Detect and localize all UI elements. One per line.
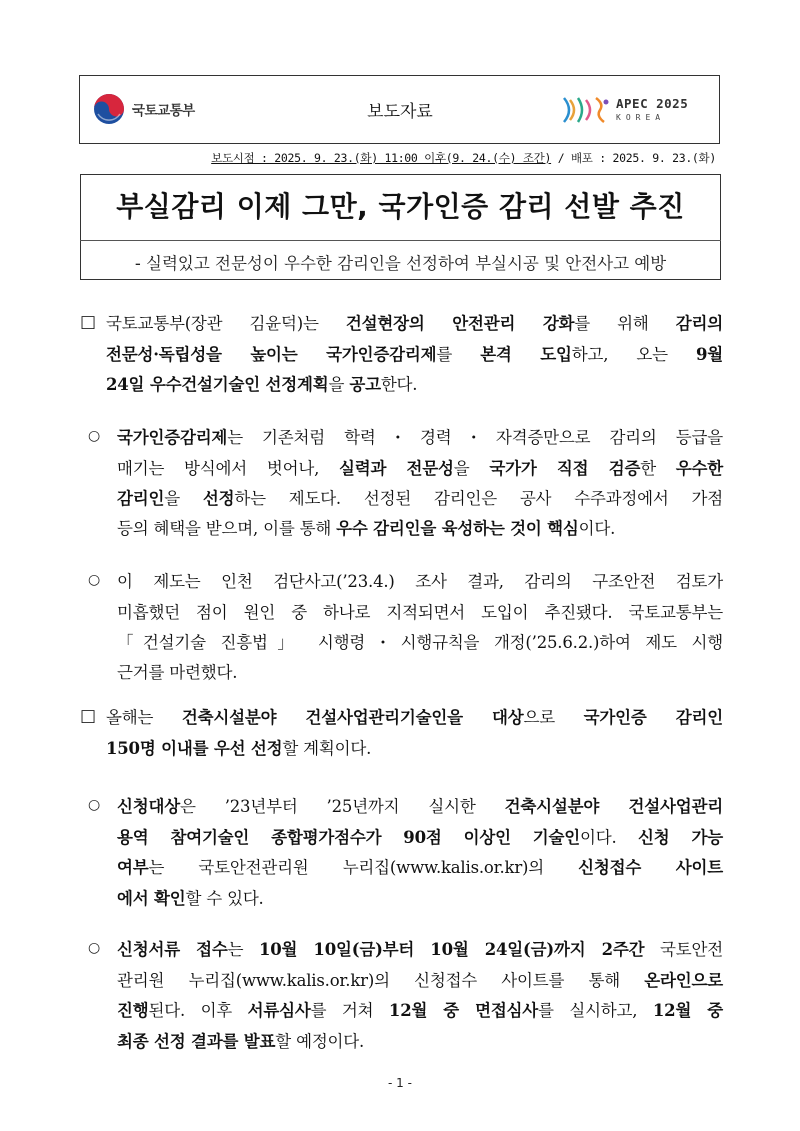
page-number: - 1 - [388, 1076, 412, 1090]
bullet-paragraph-line [117, 885, 264, 909]
doc-type-label: 보도자료 [367, 102, 433, 122]
body-text: 등의 혜택을 받으며, 이를 통해 [117, 519, 337, 538]
emphasis-text: 건설현장의 안전관리 강화 [345, 314, 575, 333]
section-marker: □ [80, 706, 97, 726]
bullet-paragraph-line [117, 793, 723, 817]
body-text: 한다. [380, 375, 418, 394]
section-paragraph-line [106, 371, 417, 395]
emphasis-text: 9월 [695, 345, 723, 364]
emphasis-text: 서류심사 [247, 1001, 311, 1020]
emphasis-text: 건축시설분야 건설사업관리 [504, 797, 723, 816]
body-text: 하는 제도다. 선정된 감리인은 공사 수주과정에서 가점 [234, 489, 723, 508]
bullet-paragraph-line [117, 997, 723, 1021]
section-paragraph-line [106, 310, 723, 334]
subheadline: - 실력있고 전문성이 우수한 감리인을 선정하여 부실시공 및 안전사고 예방 [134, 254, 667, 273]
body-text: 을 [164, 489, 203, 508]
body-text: 관리원 누리집(www.kalis.or.kr)의 신청접수 사이트를 통해 [117, 971, 645, 990]
bullet-paragraph-line [117, 424, 723, 448]
body-text: 이다. [578, 519, 616, 538]
emphasis-text: 국가인증 감리인 [583, 708, 723, 727]
body-text: 이 제도는 인천 검단사고(’23.4.) 조사 결과, 감리의 구조안전 검토가 [117, 572, 723, 591]
title-divider [80, 240, 721, 241]
bullet-paragraph-line [117, 629, 723, 653]
emphasis-text: 신청서류 접수 [117, 940, 228, 959]
body-text: 「건설기술 진흥법」 시행령・시행규칙을 개정(’25.6.2.)하여 제도 시행 [117, 633, 723, 652]
bullet-marker: ○ [88, 940, 101, 956]
emphasis-text: 신청 가능 [638, 828, 723, 847]
emphasis-text: 전문성·독립성을 높이는 국가인증감리제 [106, 345, 437, 364]
emphasis-text: 온라인으로 [644, 971, 723, 990]
body-text: 하고, 오는 [571, 345, 696, 364]
body-text: 올해는 [106, 708, 182, 727]
body-text: 으로 [523, 708, 584, 727]
apec-wordmark [616, 98, 688, 122]
emphasis-text: 용역 참여기술인 종합평가점수가 90점 이상인 기술인 [117, 828, 581, 847]
bullet-marker: ○ [88, 428, 101, 444]
embargo-time: 보도시점 : 2025. 9. 23.(화) 11:00 이후(9. 24.(수) 조간) [211, 151, 552, 165]
bullet-paragraph-line [117, 599, 723, 623]
body-text: 국토교통부(장관 김윤덕)는 [106, 314, 346, 333]
body-text: 할 예정이다. [275, 1032, 365, 1051]
emphasis-text: 선정 [202, 489, 235, 508]
body-text: 근거를 마련했다. [117, 663, 238, 682]
section-paragraph-line [106, 735, 371, 759]
body-text: 할 계획이다. [282, 739, 372, 758]
emphasis-text: 감리인 [117, 489, 165, 508]
emphasis-text: 공고 [349, 375, 381, 394]
body-text: 는 국토안전관리원 누리집(www.kalis.or.kr)의 [148, 858, 579, 877]
apec-title: APEC 2025 [616, 96, 689, 112]
apec-emblem-icon [560, 92, 612, 128]
bullet-marker: ○ [88, 572, 101, 588]
emphasis-text: 건축시설분야 건설사업관리기술인을 대상 [181, 708, 524, 727]
section-paragraph-line [106, 341, 723, 365]
ministry-name: 국토교통부 [132, 103, 195, 119]
emphasis-text: 국가인증감리제 [117, 428, 228, 447]
body-text: 매기는 방식에서 벗어나, [117, 459, 339, 478]
bullet-paragraph-line [117, 515, 615, 539]
emphasis-text: 실력과 전문성 [338, 459, 454, 478]
bullet-paragraph-line [117, 568, 723, 592]
section-marker: □ [80, 312, 97, 332]
bullet-paragraph-line [117, 824, 723, 848]
body-text: 는 [227, 940, 259, 959]
emphasis-text: 우수한 [675, 459, 724, 478]
release-info [211, 150, 716, 166]
body-text: 미흡했던 점이 원인 중 하나로 지적되면서 도입이 추진됐다. 국토교통부는 [117, 603, 723, 622]
body-text: 는 기존처럼 학력・경력・자격증만으로 감리의 등급을 [227, 428, 723, 447]
distribution-date: / 배포 : 2025. 9. 23.(화) [551, 151, 716, 165]
body-text: 할 수 있다. [185, 889, 264, 908]
emphasis-text: 신청접수 사이트 [578, 858, 723, 877]
bullet-paragraph-line [117, 1028, 364, 1052]
bullet-paragraph-line [117, 967, 723, 991]
body-text: 를 거쳐 [310, 1001, 389, 1020]
emphasis-text: 24일 우수건설기술인 선정계획 [106, 375, 329, 394]
emphasis-text: 본격 도입 [480, 345, 572, 364]
emphasis-text: 10월 10일(금)부터 10월 24일(금)까지 2주간 [258, 940, 645, 959]
headline: 부실감리 이제 그만, 국가인증 감리 선발 추진 [116, 190, 685, 223]
ministry-logo [92, 89, 222, 129]
body-text: 을 [453, 459, 490, 478]
body-text: 된다. 이후 [148, 1001, 248, 1020]
body-text: 국토안전 [644, 940, 723, 959]
emphasis-text: 신청대상 [117, 797, 180, 816]
emphasis-text: 150명 이내를 우선 선정 [106, 739, 283, 758]
apec-country: KOREA [616, 112, 666, 122]
emphasis-text: 여부 [117, 858, 149, 877]
emphasis-text: 12월 중 면접심사 [388, 1001, 539, 1020]
body-text: 이다. [580, 828, 639, 847]
bullet-paragraph-line [117, 659, 237, 683]
apec-logo [560, 90, 710, 130]
emphasis-text: 우수 감리인을 육성하는 것이 핵심 [336, 519, 579, 538]
body-text: 를 위해 [574, 314, 676, 333]
bullet-marker: ○ [88, 797, 101, 813]
bullet-paragraph-line [117, 455, 723, 479]
section-paragraph-line [106, 704, 723, 728]
body-text: 를 실시하고, [538, 1001, 653, 1020]
emphasis-text: 국가가 직접 검증 [489, 459, 641, 478]
emphasis-text: 에서 확인 [117, 889, 186, 908]
bullet-paragraph-line [117, 485, 723, 509]
emphasis-text: 12월 중 [652, 1001, 723, 1020]
body-text: 을 [328, 375, 350, 394]
emphasis-text: 진행 [117, 1001, 149, 1020]
emphasis-text: 감리의 [675, 314, 724, 333]
body-text: 은 ’23년부터 ’25년까지 실시한 [179, 797, 505, 816]
body-text: 한 [640, 459, 676, 478]
emphasis-text: 최종 선정 결과를 발표 [117, 1032, 276, 1051]
body-text: 를 [436, 345, 481, 364]
bullet-paragraph-line [117, 854, 723, 878]
taegeuk-emblem-icon [92, 92, 126, 126]
bullet-paragraph-line [117, 936, 723, 960]
